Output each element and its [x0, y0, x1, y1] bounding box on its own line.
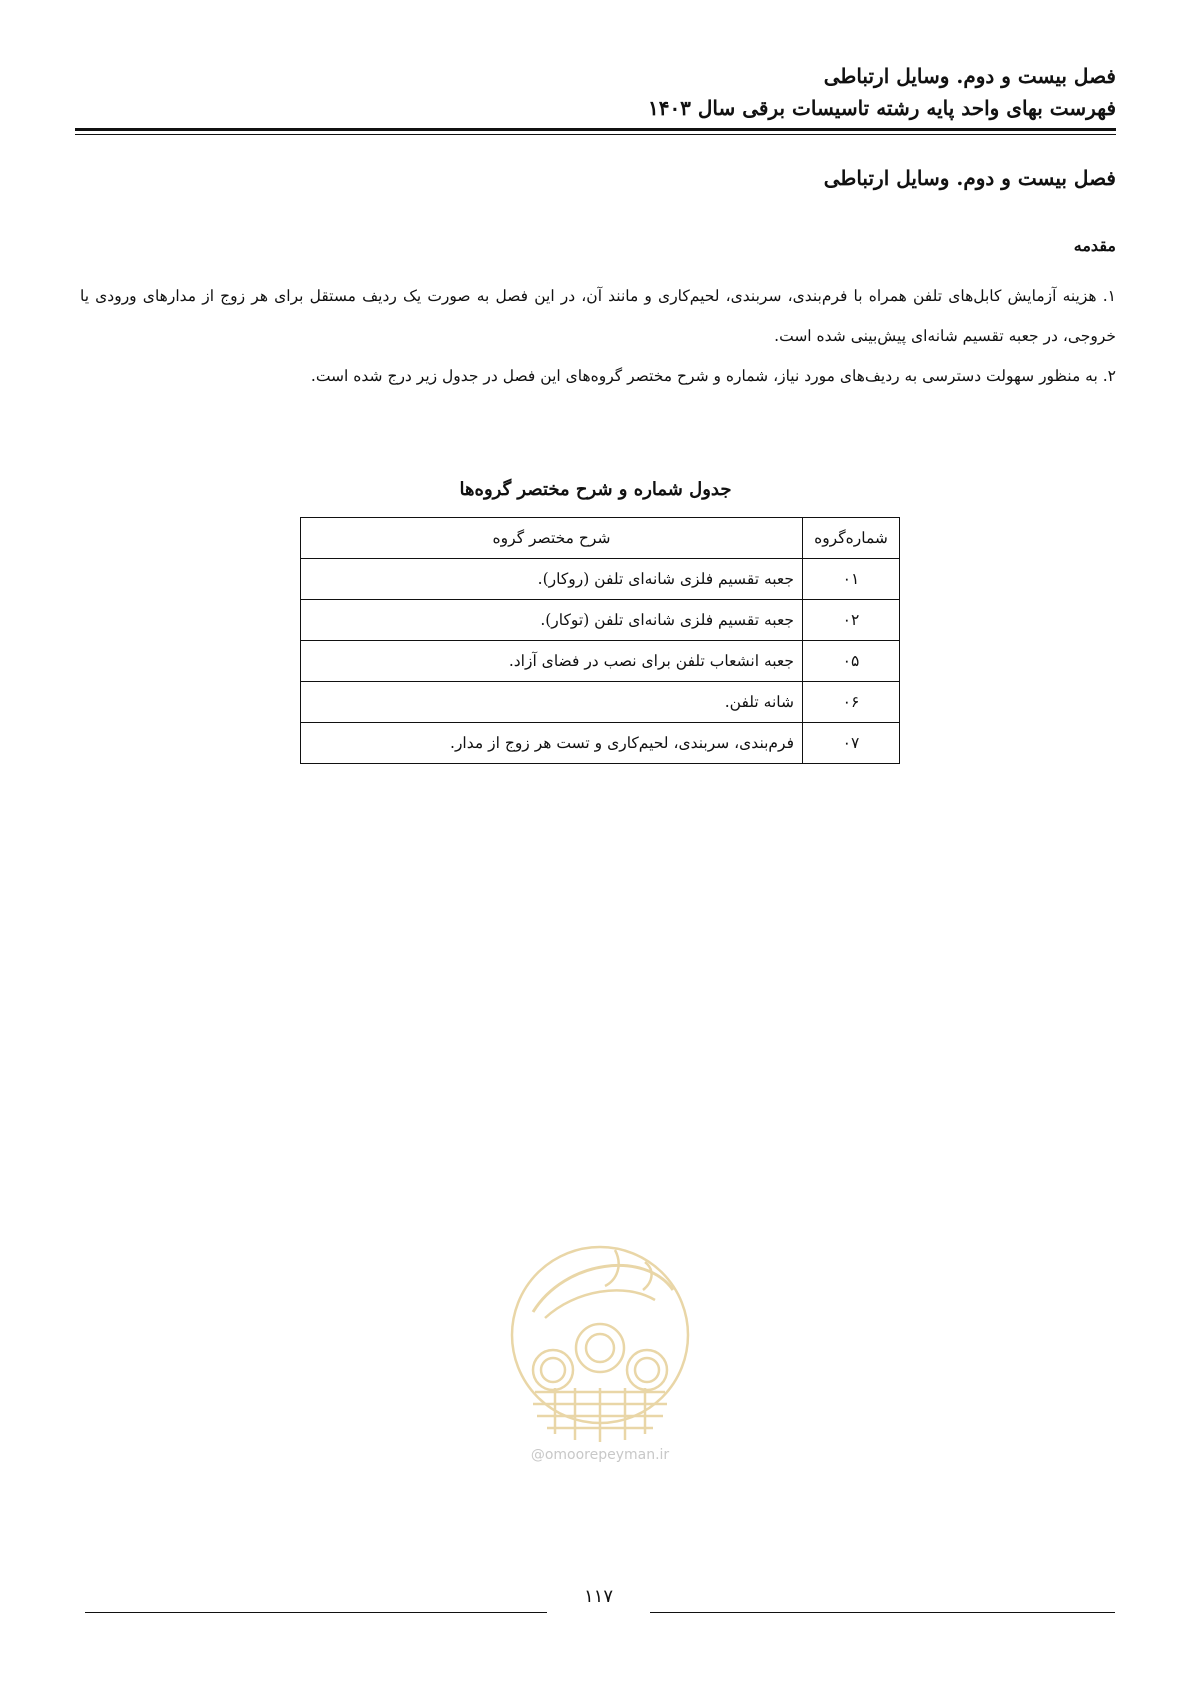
header-chapter-line: فصل بیست و دوم. وسایل ارتباطی [823, 64, 1116, 88]
footer-rule-right [650, 1612, 1115, 1613]
footer-rule-left [85, 1612, 547, 1613]
group-number-cell: ۰۷ [803, 723, 900, 764]
header-group-number: شماره‌گروه [803, 518, 900, 559]
group-description-cell: جعبه تقسیم فلزی شانه‌ای تلفن (روکار). [301, 559, 803, 600]
group-number-cell: ۰۶ [803, 682, 900, 723]
page-number: ۱۱۷ [583, 1586, 613, 1607]
header-rule-thin [75, 134, 1116, 135]
chapter-title: فصل بیست و دوم. وسایل ارتباطی [823, 166, 1116, 190]
header-document-title: فهرست بهای واحد پایه رشته تاسیسات برقی سال ۱۴۰۳ [647, 96, 1116, 120]
table-row [301, 600, 900, 641]
group-number-cell: ۰۱ [803, 559, 900, 600]
intro-body [80, 276, 1116, 396]
groups-table [300, 517, 900, 764]
table-row [301, 641, 900, 682]
group-description-cell: فرم‌بندی، سربندی، لحیم‌کاری و تست هر زوج از مدار. [301, 723, 803, 764]
page-header [75, 60, 1116, 124]
table-row [301, 723, 900, 764]
intro-paragraph-2: ۲. به منظور سهولت دسترسی به ردیف‌های مورد نیاز، شماره و شرح مختصر گروه‌های این فصل در جدول زیر درج شده است. [310, 367, 1116, 385]
table-row [301, 682, 900, 723]
table-caption: جدول شماره و شرح مختصر گروه‌ها [459, 479, 732, 500]
group-number-cell: ۰۵ [803, 641, 900, 682]
header-rule-thick [75, 128, 1116, 131]
group-description-cell: جعبه تقسیم فلزی شانه‌ای تلفن (توکار). [301, 600, 803, 641]
header-group-description: شرح مختصر گروه [301, 518, 803, 559]
group-number-cell: ۰۲ [803, 600, 900, 641]
intro-heading: مقدمه [1073, 236, 1116, 255]
group-description-cell: شانه تلفن. [301, 682, 803, 723]
intro-paragraph-1: ۱. هزینه آزمایش کابل‌های تلفن همراه با فرم‌بندی، سربندی، لحیم‌کاری و مانند آن، در این فصل به صورت یک ردیف مستقل برای هر زوج از مدارهای ورودی یا خروجی، در جعبه تقسیم شانه‌ای پیش‌بینی شده است. [80, 287, 1116, 345]
table-row [301, 559, 900, 600]
watermark-url: @omoorepeyman.ir [530, 1447, 670, 1463]
table-header-row [301, 518, 900, 559]
group-description-cell: جعبه انشعاب تلفن برای نصب در فضای آزاد. [301, 641, 803, 682]
watermark-logo-icon [505, 1220, 695, 1450]
